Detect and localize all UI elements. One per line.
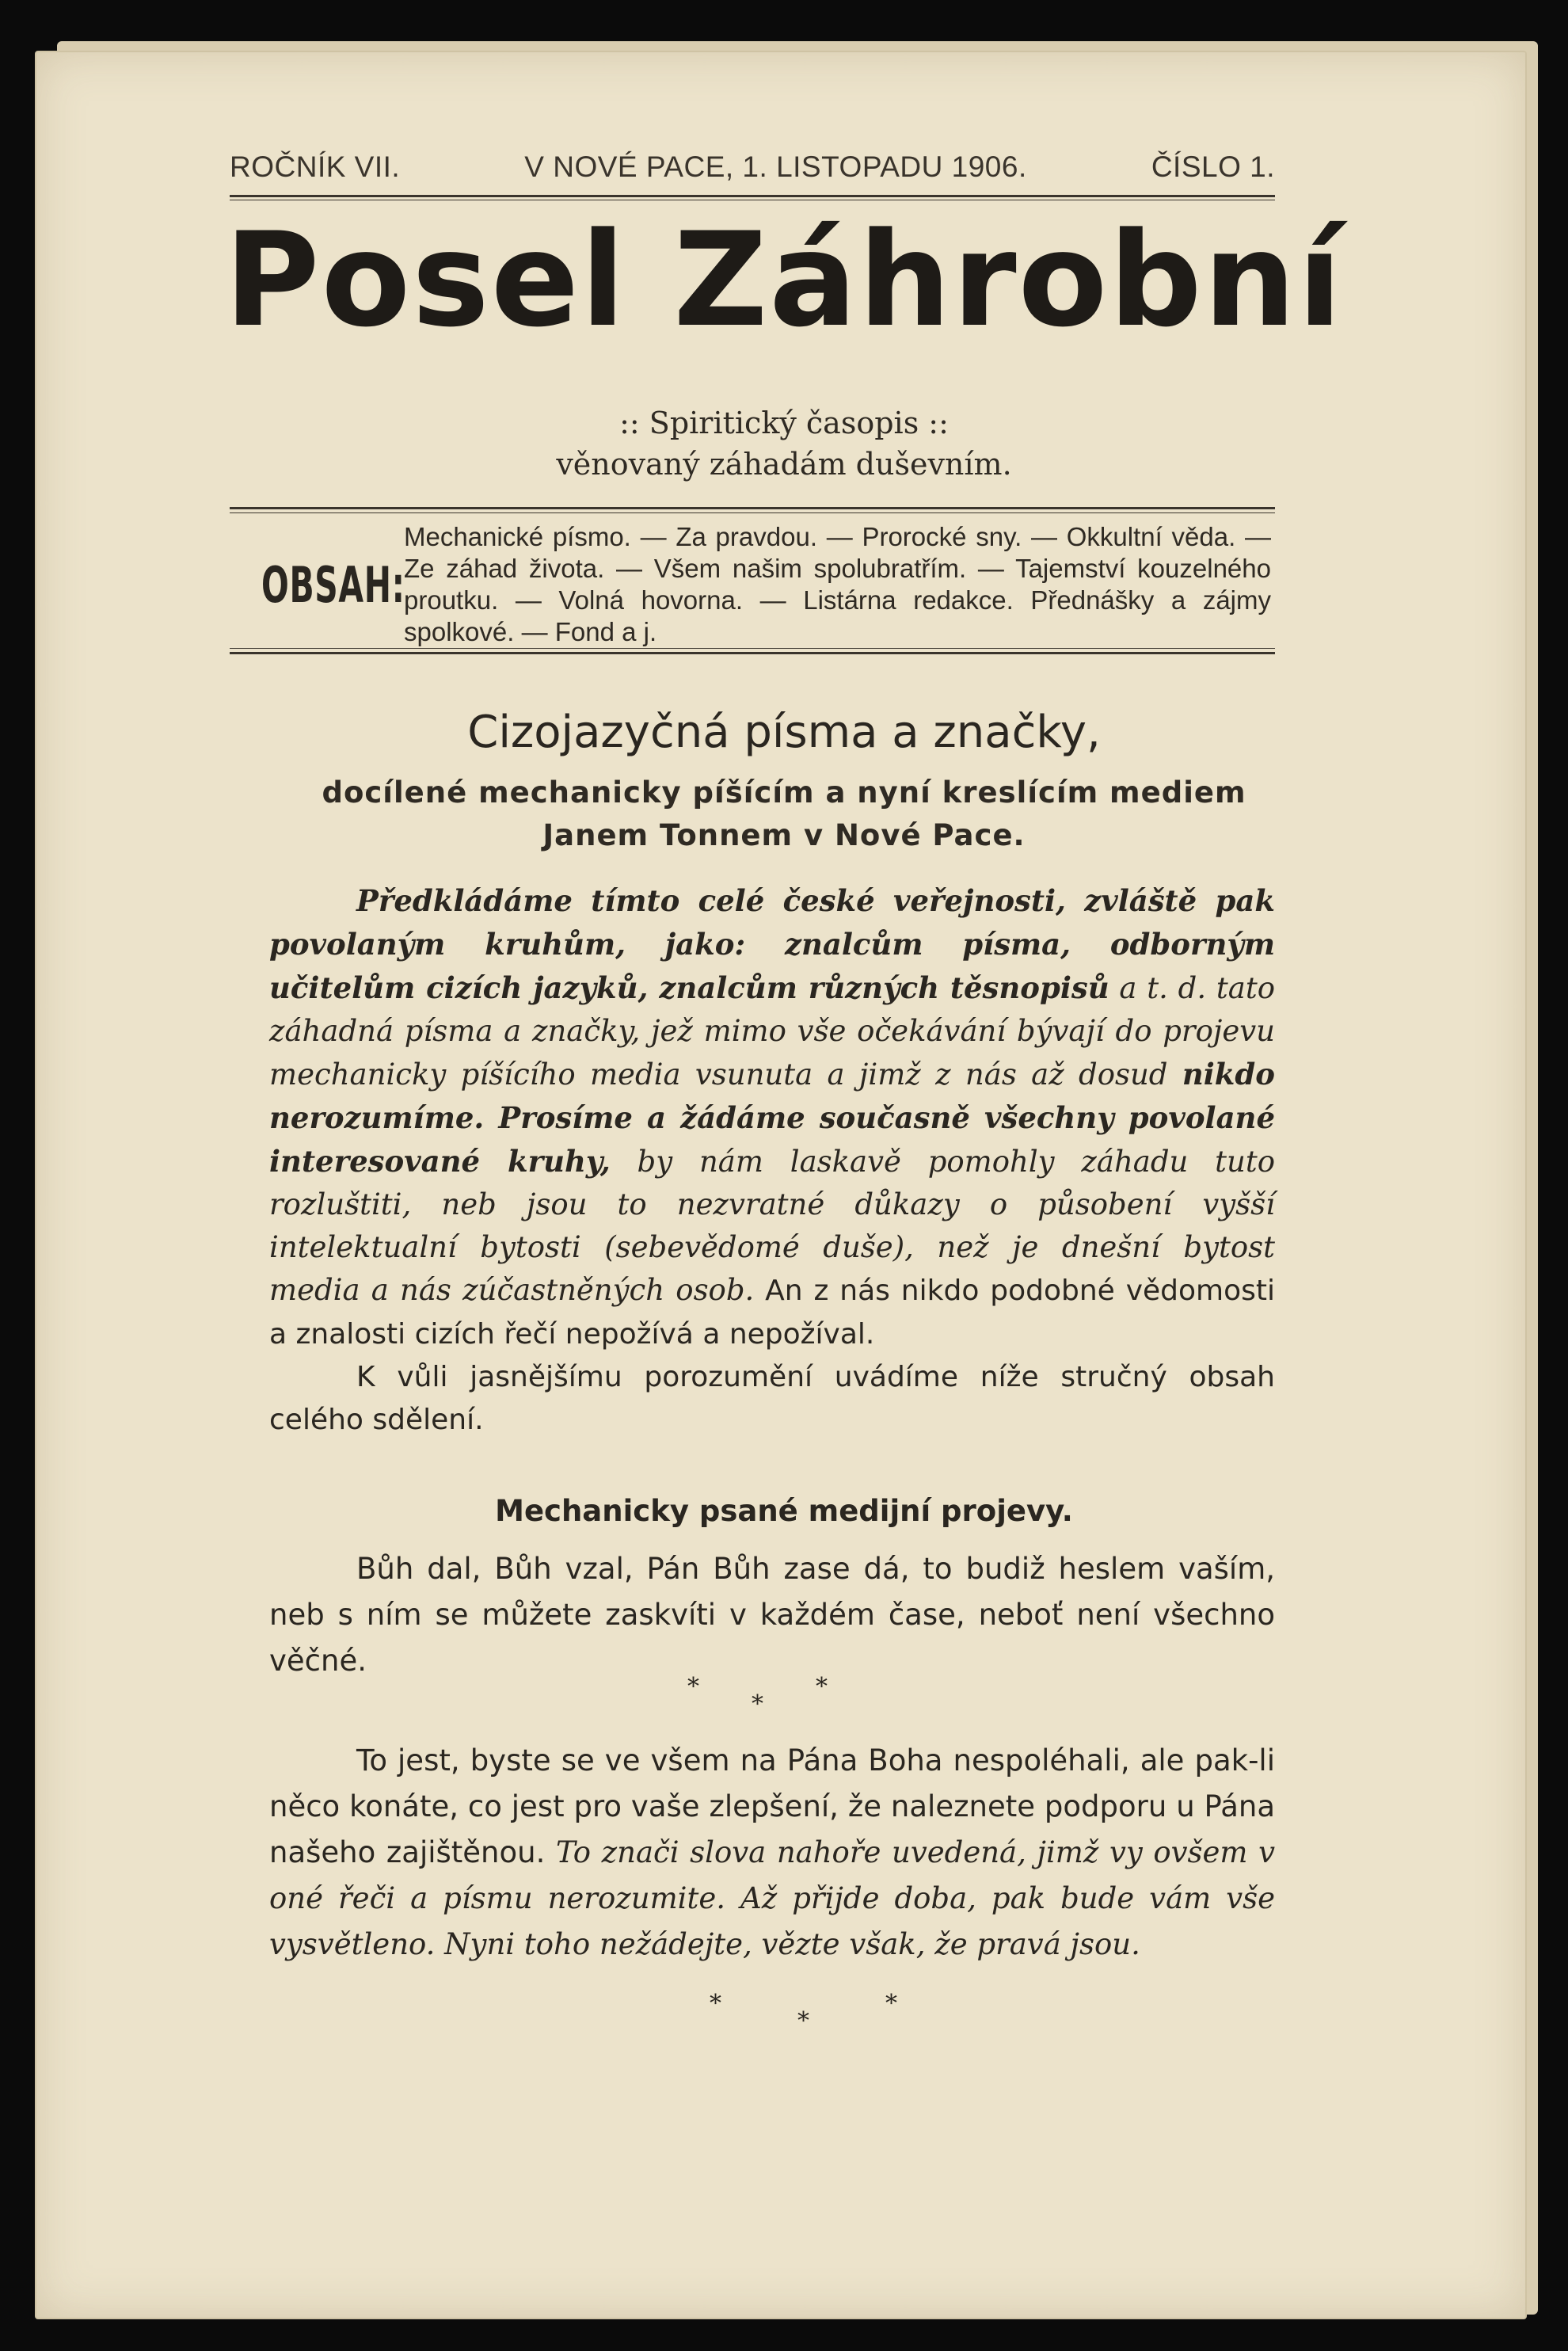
medium-message-2 [269,1738,1275,1968]
section-paragraph-2 [269,1738,1275,1968]
journal-tagline: věnovaný záhadám duševním. [556,447,1012,482]
article-title: Cizojazyčná písma a značky, [467,707,1101,758]
medium-message-2-text: To jest, byste se ve všem na Pána Boha nespoléhali, ale pak-li něco konáte, co jest pro vaše zlepšení, že naleznete podporu u Pána našeho zajištěnou. [269,1743,1275,1869]
section-paragraph-1 [269,1546,1275,1684]
journal-title: Posel Záhrobní [224,204,1344,356]
issue-header [230,151,1275,184]
section-heading: Mechanicky psané medijní projevy. [495,1494,1073,1528]
table-of-contents [230,507,1275,646]
place-date: V NOVÉ PACE, 1. LISTOPADU 1906. [524,151,1027,183]
separator-star: * [816,1673,828,1701]
separator-star: * [885,1990,897,2018]
contents-rule-bottom-thin [230,648,1275,649]
intro-italic-1: a t. d. tato záhadná písma a značky, jež mimo vše očekávání bývají do projevu mechanicky píšícího media vsunuta a jimž z nás až dosud [269,971,1275,1092]
article-subtitle [0,772,1568,857]
article-intro [269,879,1275,1442]
separator-stars-1 [687,1673,828,1718]
medium-message-2-italic: To znači slova nahoře uvedená, jimž vy ovšem v oné řeči a písmu nerozumite. Až přijde doba, pak bude vám vše vysvětleno. Nyni toho nežádejte, vězte však, že pravá jsou. [269,1835,1276,1961]
volume-number: ROČNÍK VII. [230,151,401,183]
article-subtitle-line1: docílené mechanicky píšícím a nyní kreslícím mediem [322,775,1246,810]
separator-star: * [710,1990,721,2018]
journal-subtitle: :: Spiritický časopis :: [619,406,949,440]
separator-stars-2 [710,1990,897,2035]
intro-emphasis-2: nikdo nerozumíme. Prosíme a žádáme současně všechny povolané interesované kruhy, [269,1057,1275,1179]
medium-message-1: Bůh dal, Bůh vzal, Pán Bůh zase dá, to budiž heslem vaším, neb s ním se můžete zaskvíti v každém čase, neboť není všechno věčné. [269,1552,1275,1678]
contents-list: Mechanické písmo. — Za pravdou. — Prorocké sny. — Okkultní věda. — Ze záhad života. — Všem našim spolubratřím. — Tajemství kouzelného proutku. — Volná hovorna. — Listárna redakce. Přednášky a zájmy spolkové. — Fond a j. [404,522,1271,646]
intro-paragraph-2: K vůli jasnějšímu porozumění uvádíme níže stručný obsah celého sdělení. [269,1361,1275,1436]
header-rule [230,195,1275,197]
article-subtitle-line2: Janem Tonnem v Nové Pace. [542,818,1026,852]
intro-italic-2: by nám laskavě pomohly záhadu tuto rozluštiti, neb jsou to nezvratné důkazy o působení vyšší intelektualní bytosti (sebevědomé duše), než je dnešní bytost media a nás zúčastněných osob. [269,1145,1275,1307]
separator-star: * [797,2007,809,2035]
intro-plain: An z nás nikdo podobné vědomosti a znalosti cizích řečí nepožívá a nepožíval. [269,1275,1275,1351]
contents-label: OBSAH: [261,556,405,614]
intro-emphasis-1: Předkládáme tímto celé české veřejnosti, zvláště pak povolaným kruhům, jako: znalcům písma, odborným učitelům cizích jazyků, znalcům různých těsnopisů [269,883,1275,1005]
intro-paragraph [269,879,1275,1356]
separator-star: * [687,1673,699,1701]
separator-star: * [752,1690,763,1718]
issue-number: ČÍSLO 1. [1151,151,1275,183]
contents-rule-bottom [230,652,1275,654]
